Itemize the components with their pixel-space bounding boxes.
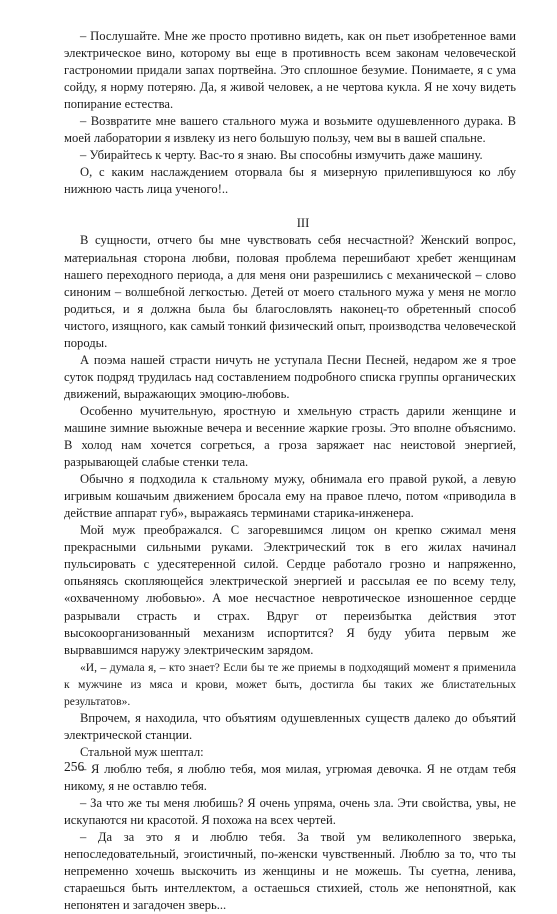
paragraph: В сущности, отчего бы мне чувствовать себя несчастной? Женский вопрос, материальная сторона любви, половая проблема перешибают хребет женщинам нашего переходного периода, а для меня они разрешились с механической – слово синоним – волшебной легкостью. Детей от моего стального мужа у меня не могло родиться, и я должна была бы благословлять наконец-то обретенный способ чистого, изящного, как самый тонкий физический опыт, производства человеческой породы.: [64, 233, 516, 350]
paragraph: Мой муж преображался. С загоревшимся лицом он крепко сжимал меня прекрасными сильными руками. Электрический ток в его жилах начинал пульсировать с удесятеренной силой. Сердце работало грозно и напряженно, опьяняясь скопляющейся электрической энергией и рассылая ее по всему телу, «охваченному любовью». А мое несчастное невротическое изношенное сердце разрывали страсть и страх. Вдруг от переизбытка действия этот высокоорганизованный механизм испортится? Я буду убита первым же вырвавшимся наружу электрическим зарядом.: [64, 523, 516, 657]
paragraph: О, с каким наслаждением оторвала бы я мизерную прилепившуюся ко лбу нижнюю часть лица ученого!..: [64, 165, 516, 197]
paragraph: – Послушайте. Мне же просто противно видеть, как он пьет изобретенное вами электрическое вино, которому вы еще в противность всем законам человеческой гастрономии придали запах портвейна. Это сплошное безумие. Понимаете, я с ума сойду, я норму потеряю. Да, я живой человек, а не чертова кукла. Я не хочу видеть попирание естества.: [64, 29, 516, 112]
paragraph: – За что же ты меня любишь? Я очень упряма, очень зла. Эти свойства, увы, не искупаются ни красотой. Я похожа на всех чертей.: [64, 796, 516, 828]
paragraph: – Возвратите мне вашего стального мужа и возьмите одушевленного дурака. В моей лаборатории я извлеку из него большую пользу, чем вы в вашей спальне.: [64, 114, 516, 146]
paragraph: – Убирайтесь к черту. Вас-то я знаю. Вы способны измучить даже машину.: [80, 148, 483, 163]
paragraph: – Я люблю тебя, я люблю тебя, моя милая, угрюмая девочка. Я не отдам тебя никому, я не оставлю тебя.: [64, 761, 516, 793]
quote-paragraph: «И, – думала я, – кто знает? Если бы те же приемы в подходящий момент я применила к мужчине из мяса и крови, может быть, достигла бы таких же блистательных результатов».: [64, 660, 516, 708]
paragraph: Особенно мучительную, яростную и хмельную страсть дарили женщине и машине зимние вьюжные вечера и весенние жаркие грозы. Это вполне объяснимо. В холод нам хочется согреться, а гроза заряжает нас неистовой энергией, разрывающей слабые стенки тела.: [64, 403, 516, 470]
paragraph: – Да за это я и люблю тебя. За твой ум великолепного зверька, непоследовательный, эгоистичный, по-женски чувственный. Люблю за то, что ты непременно хочешь выскочить из женщины и не можешь. Ты суетна, ленива, стараешься быть интеллектом, а остаешься стихией, столь же непонятной, как непонятен и загадочен зверь...: [64, 830, 516, 913]
book-page: [64, 28, 516, 913]
paragraph: Впрочем, я находила, что объятиям одушевленных существ далеко до объятий электрической станции.: [64, 710, 516, 742]
paragraph: А поэма нашей страсти ничуть не уступала Песни Песней, недаром же я трое суток подряд трудилась над составлением подробного списка группы органических движений, выражающих эмоцию-любовь.: [64, 352, 516, 401]
section-gap: [64, 198, 516, 215]
paragraph: Обычно я подходила к стальному мужу, обнимала его правой рукой, а левую игривым кошачьим движением бросала ему на правое плечо, потом «приводила в действие аппарат губ», выражаясь терминами старика-инженера.: [64, 472, 516, 521]
paragraph: Стальной муж шептал:: [80, 744, 204, 759]
section-number: III: [296, 216, 310, 231]
page-number: 256: [64, 759, 85, 774]
